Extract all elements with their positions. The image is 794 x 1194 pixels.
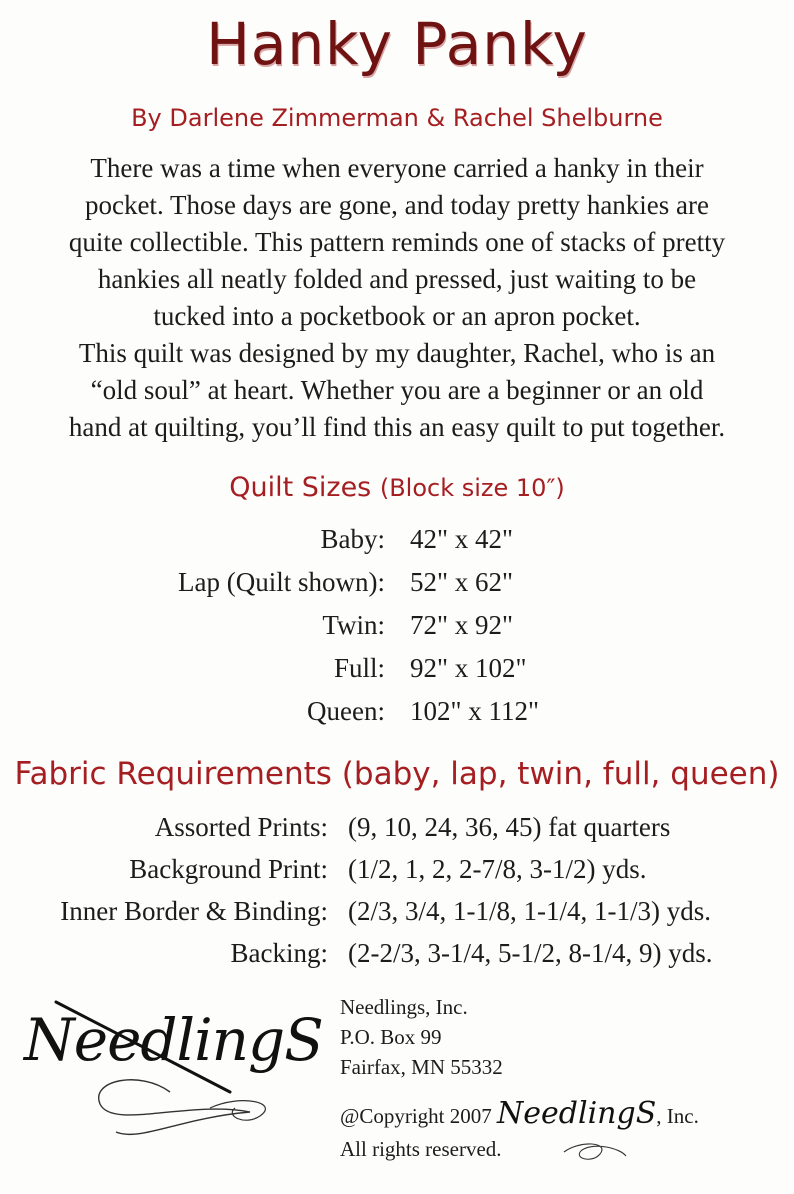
intro-text xyxy=(14,150,780,446)
copyright-suffix: , Inc. xyxy=(656,1104,699,1128)
thread-swirl-icon xyxy=(560,1136,630,1166)
address-line: Needlings, Inc. xyxy=(340,995,468,1019)
size-value: 92" x 102" xyxy=(410,653,527,683)
intro-paragraph-1 xyxy=(14,150,780,335)
intro-line: quite collectible. This pattern reminds one of stacks of pretty xyxy=(68,227,726,257)
address-line: P.O. Box 99 xyxy=(340,1025,442,1049)
size-label: Lap (Quilt shown): xyxy=(178,567,385,597)
size-value: 42" x 42" xyxy=(410,524,514,554)
block-size-note: (Block size 10″) xyxy=(379,474,565,502)
size-value: 102" x 112" xyxy=(410,696,540,726)
size-row xyxy=(0,647,794,690)
size-label: Full: xyxy=(333,653,385,683)
fabric-label: Assorted Prints: xyxy=(154,812,328,842)
intro-line: This quilt was designed by my daughter, Rachel, who is an xyxy=(78,338,716,368)
quilt-sizes-heading xyxy=(0,472,794,503)
fabric-value: (9, 10, 24, 36, 45) fat quarters xyxy=(348,812,671,842)
fabric-label: Inner Border & Binding: xyxy=(60,896,328,926)
size-row xyxy=(0,690,794,733)
intro-line: hand at quilting, you’ll find this an easy quilt to put together. xyxy=(68,412,726,442)
address-line: Fairfax, MN 55332 xyxy=(340,1055,503,1079)
fabric-label: Background Print: xyxy=(129,854,328,884)
fabric-row xyxy=(0,932,794,974)
size-value: 52" x 62" xyxy=(410,567,514,597)
fabric-row xyxy=(0,848,794,890)
size-label: Twin: xyxy=(322,610,385,640)
fabric-value: (1/2, 1, 2, 2-7/8, 3-1/2) yds. xyxy=(348,854,647,884)
intro-paragraph-2 xyxy=(14,335,780,446)
copyright-line xyxy=(340,1096,699,1131)
fabric-requirements-heading: Fabric Requirements (baby, lap, twin, full, queen) xyxy=(14,756,780,792)
fabric-requirements-list xyxy=(0,806,794,974)
fabric-row xyxy=(0,890,794,932)
fabric-value: (2/3, 3/4, 1-1/8, 1-1/4, 1-1/3) yds. xyxy=(348,896,711,926)
publisher-address xyxy=(340,992,503,1082)
copyright-logo: NeedlingS xyxy=(497,1096,657,1131)
size-value: 72" x 92" xyxy=(410,610,514,640)
size-row xyxy=(0,518,794,561)
intro-line: There was a time when everyone carried a hanky in their xyxy=(90,153,704,183)
size-row xyxy=(0,561,794,604)
quilt-sizes-list xyxy=(0,518,794,733)
quilt-sizes-title: Quilt Sizes xyxy=(229,472,372,503)
copyright-prefix: @Copyright 2007 xyxy=(340,1104,492,1128)
fabric-value: (2-2/3, 3-1/4, 5-1/2, 8-1/4, 9) yds. xyxy=(348,938,713,968)
page-title: Hanky Panky xyxy=(206,10,588,78)
needlings-logo xyxy=(20,1000,340,1150)
byline: By Darlene Zimmerman & Rachel Shelburne xyxy=(131,104,663,132)
intro-line: “old soul” at heart. Whether you are a beginner or an old xyxy=(90,375,704,405)
size-row xyxy=(0,604,794,647)
intro-line: tucked into a pocketbook or an apron pocket. xyxy=(153,301,641,331)
fabric-label: Backing: xyxy=(230,938,328,968)
intro-line: pocket. Those days are gone, and today pretty hankies are xyxy=(84,190,710,220)
fabric-row xyxy=(0,806,794,848)
rights-reserved: All rights reserved. xyxy=(340,1137,502,1161)
intro-line: hankies all neatly folded and pressed, just waiting to be xyxy=(97,264,697,294)
size-label: Queen: xyxy=(307,696,385,726)
logo-wordmark: NeedlingS xyxy=(24,1006,323,1074)
size-label: Baby: xyxy=(320,524,385,554)
